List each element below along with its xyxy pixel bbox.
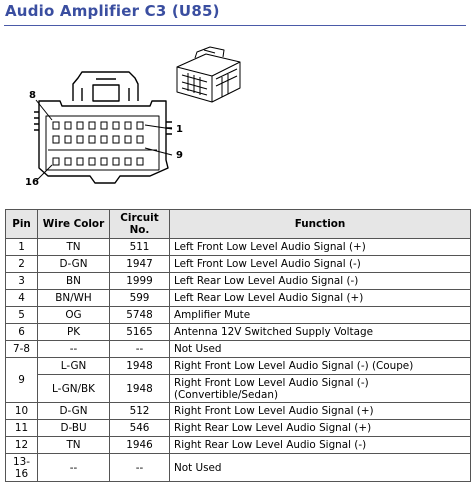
- pin-cell: 10: [6, 403, 38, 420]
- function-cell: Amplifier Mute: [170, 307, 471, 324]
- table-row: [6, 307, 471, 324]
- wire-color-cell: PK: [38, 324, 110, 341]
- table-row: [6, 324, 471, 341]
- table-row: [6, 290, 471, 307]
- circuit-cell: 546: [110, 420, 170, 437]
- pin-cell: 7-8: [6, 341, 38, 358]
- circuit-cell: --: [110, 341, 170, 358]
- pin-cell: 11: [6, 420, 38, 437]
- function-cell: Left Front Low Level Audio Signal (+): [170, 239, 471, 256]
- pin-cell: 5: [6, 307, 38, 324]
- function-cell: Not Used: [170, 341, 471, 358]
- pin-cell: 9: [6, 358, 38, 403]
- pin-cell: 12: [6, 437, 38, 454]
- wire-color-cell: BN: [38, 273, 110, 290]
- circuit-cell: 511: [110, 239, 170, 256]
- wire-color-cell: TN: [38, 437, 110, 454]
- table-row: [6, 375, 471, 403]
- wire-color-cell: D-GN: [38, 256, 110, 273]
- function-cell: Right Front Low Level Audio Signal (+): [170, 403, 471, 420]
- table-row: [6, 437, 471, 454]
- table-row: [6, 273, 471, 290]
- circuit-cell: 512: [110, 403, 170, 420]
- wire-color-cell: D-GN: [38, 403, 110, 420]
- function-cell: Left Rear Low Level Audio Signal (-): [170, 273, 471, 290]
- function-cell: Right Front Low Level Audio Signal (-) (Coupe): [170, 358, 471, 375]
- function-cell: Right Rear Low Level Audio Signal (+): [170, 420, 471, 437]
- circuit-cell: 1946: [110, 437, 170, 454]
- function-cell: Left Front Low Level Audio Signal (-): [170, 256, 471, 273]
- function-cell: Right Front Low Level Audio Signal (-) (Convertible/Sedan): [170, 375, 471, 403]
- page-title: Audio Amplifier C3 (U85): [5, 2, 220, 20]
- table-row: [6, 403, 471, 420]
- table-row: [6, 256, 471, 273]
- pin-cell: 2: [6, 256, 38, 273]
- function-header: Function: [170, 210, 471, 239]
- circuit-cell: 1948: [110, 358, 170, 375]
- circuit-cell: 5748: [110, 307, 170, 324]
- circuit-cell: 1999: [110, 273, 170, 290]
- table-row: [6, 420, 471, 437]
- wire-color-cell: L-GN/BK: [38, 375, 110, 403]
- table-header-row: [6, 210, 471, 239]
- table-row: [6, 341, 471, 358]
- circuit-cell: 1947: [110, 256, 170, 273]
- wire-color-cell: D-BU: [38, 420, 110, 437]
- circuit-cell: 5165: [110, 324, 170, 341]
- circuit-cell: 1948: [110, 375, 170, 403]
- pin-cell: 1: [6, 239, 38, 256]
- table-row: [6, 358, 471, 375]
- table-row: [6, 239, 471, 256]
- circuit-cell: 599: [110, 290, 170, 307]
- circuit-no-header: Circuit No.: [110, 210, 170, 239]
- wire-color-cell: TN: [38, 239, 110, 256]
- function-cell: Not Used: [170, 454, 471, 482]
- pin-cell: 4: [6, 290, 38, 307]
- circuit-cell: --: [110, 454, 170, 482]
- callout-pin-1: 1: [176, 124, 183, 135]
- callout-pin-8: 8: [29, 90, 36, 101]
- pin-header: Pin: [6, 210, 38, 239]
- pinout-table: [5, 209, 471, 482]
- callout-pin-16: 16: [25, 177, 39, 188]
- pin-cell: 13-16: [6, 454, 38, 482]
- wire-color-cell: --: [38, 341, 110, 358]
- wire-color-cell: L-GN: [38, 358, 110, 375]
- wire-color-cell: --: [38, 454, 110, 482]
- function-cell: Left Rear Low Level Audio Signal (+): [170, 290, 471, 307]
- function-cell: Antenna 12V Switched Supply Voltage: [170, 324, 471, 341]
- pin-cell: 3: [6, 273, 38, 290]
- connector-face-diagram: [0, 0, 474, 205]
- wire-color-header: Wire Color: [38, 210, 110, 239]
- table-row: [6, 454, 471, 482]
- wire-color-cell: BN/WH: [38, 290, 110, 307]
- pin-cell: 6: [6, 324, 38, 341]
- function-cell: Right Rear Low Level Audio Signal (-): [170, 437, 471, 454]
- wire-color-cell: OG: [38, 307, 110, 324]
- callout-pin-9: 9: [176, 150, 183, 161]
